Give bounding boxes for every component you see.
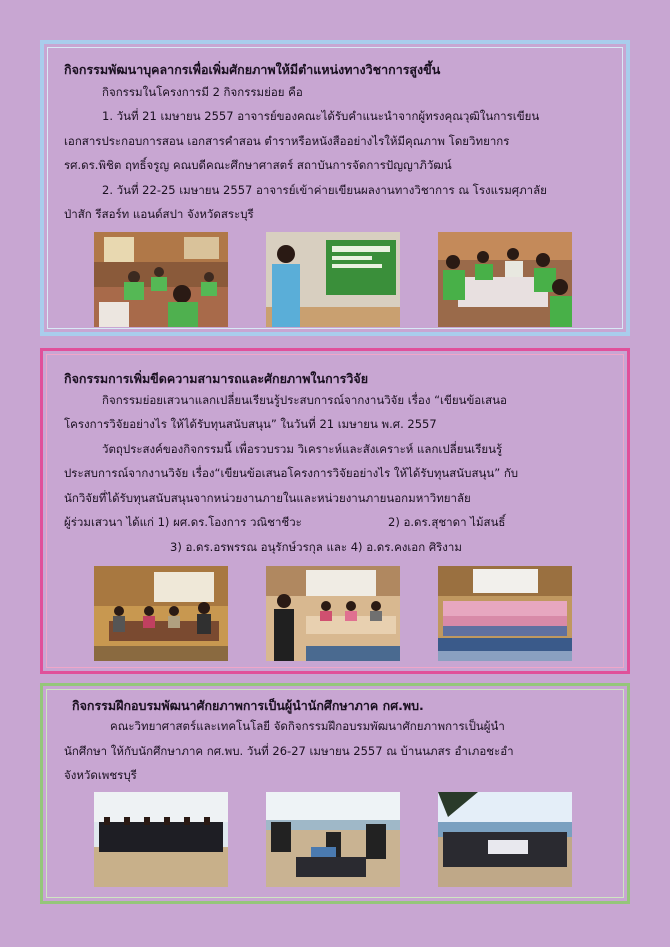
text-line: ผู้ร่วมเสวนา ได้แก่ 1) ผศ.ดร.โองการ วณิชาชีวะ [64,515,302,529]
text-line: รศ.ดร.พิชิต ฤทธิ์จรูญ คณบดีคณะศึกษาศาสตร์ สถาบันการจัดการปัญญาภิวัฒน์ [64,158,452,172]
section-title: กิจกรรมการเพิ่มขีดความสามารถและศักยภาพในการวิจัย [64,371,369,386]
photo-group-discussion [438,232,572,327]
section-title: กิจกรรมพัฒนาบุคลากรเพื่อเพิ่มศักยภาพให้มีตำแหน่งทางวิชาการสูงขึ้น [64,62,441,77]
text-line: นักศึกษา ให้กับนักศึกษาภาค กศ.พบ. วันที่ 26-27 เมษายน 2557 ณ บ้านนภสร อำเภอชะอำ [64,744,514,758]
text-line: ประสบการณ์จากงานวิจัย เรื่อง“เขียนข้อเสนอโครงการวิจัยอย่างไร ให้ได้รับทุนสนับสนุน” กับ [64,466,519,480]
photo-speaker [266,232,400,327]
text-line: 1. วันที่ 21 เมษายน 2557 อาจารย์ของคณะได้รับคำแนะนำจากผู้ทรงคุณวุฒิในการเขียน [102,109,540,123]
text-line: นักวิจัยที่ได้รับทุนสนับสนุนจากหน่วยงานภายในและหน่วยงานภายนอกมหาวิทยาลัย [64,491,471,505]
photo-beach-line [94,792,228,887]
photo-group-portrait [438,566,572,661]
text-line: คณะวิทยาศาสตร์และเทคโนโลยี จัดกิจกรรมฝึกอบรมพัฒนาศักยภาพการเป็นผู้นำ [110,719,505,733]
text-line: 3) อ.ดร.อรพรรณ อนุรักษ์วรกุล และ 4) อ.ดร.คงเอก ศิริงาม [170,540,462,554]
text-line: จังหวัดเพชรบุรี [64,768,137,782]
photo-panel-discussion [266,566,400,661]
text-line: 2. วันที่ 22-25 เมษายน 2557 อาจารย์เข้าค่ายเขียนผลงานทางวิชาการ ณ โรงแรมศุภาลัย [102,183,547,197]
text-line: โครงการวิจัยอย่างไร ให้ได้รับทุนสนับสนุน” ในวันที่ 21 เมษายน พ.ศ. 2557 [64,417,437,431]
photo-workshop-hall [94,232,228,327]
text-line: เอกสารประกอบการสอน เอกสารคำสอน ตำราหรือหนังสืออย่างไรให้มีคุณภาพ โดยวิทยากร [64,134,510,148]
photo-panel-stage [94,566,228,661]
text-line: วัตถุประสงค์ของกิจกรรมนี้ เพื่อรวบรวม วิเคราะห์และสังเคราะห์ แลกเปลี่ยนเรียนรู้ [102,442,503,456]
text-line: กิจกรรมย่อยเสวนาแลกเปลี่ยนเรียนรู้ประสบการณ์จากงานวิจัย เรื่อง “เขียนข้อเสนอ [102,393,507,407]
section-title: กิจกรรมฝึกอบรมพัฒนาศักยภาพการเป็นผู้นำนักศึกษาภาค กศ.พบ. [72,698,424,713]
text-line: 2) อ.ดร.สุชาดา ไม้สนธิ์ [388,515,506,529]
photo-beach-activity [266,792,400,887]
photo-beach-group [438,792,572,887]
text-line: ป่าสัก รีสอร์ท แอนด์สปา จังหวัดสระบุรี [64,207,254,221]
text-line: กิจกรรมในโครงการมี 2 กิจกรรมย่อย คือ [102,85,303,99]
